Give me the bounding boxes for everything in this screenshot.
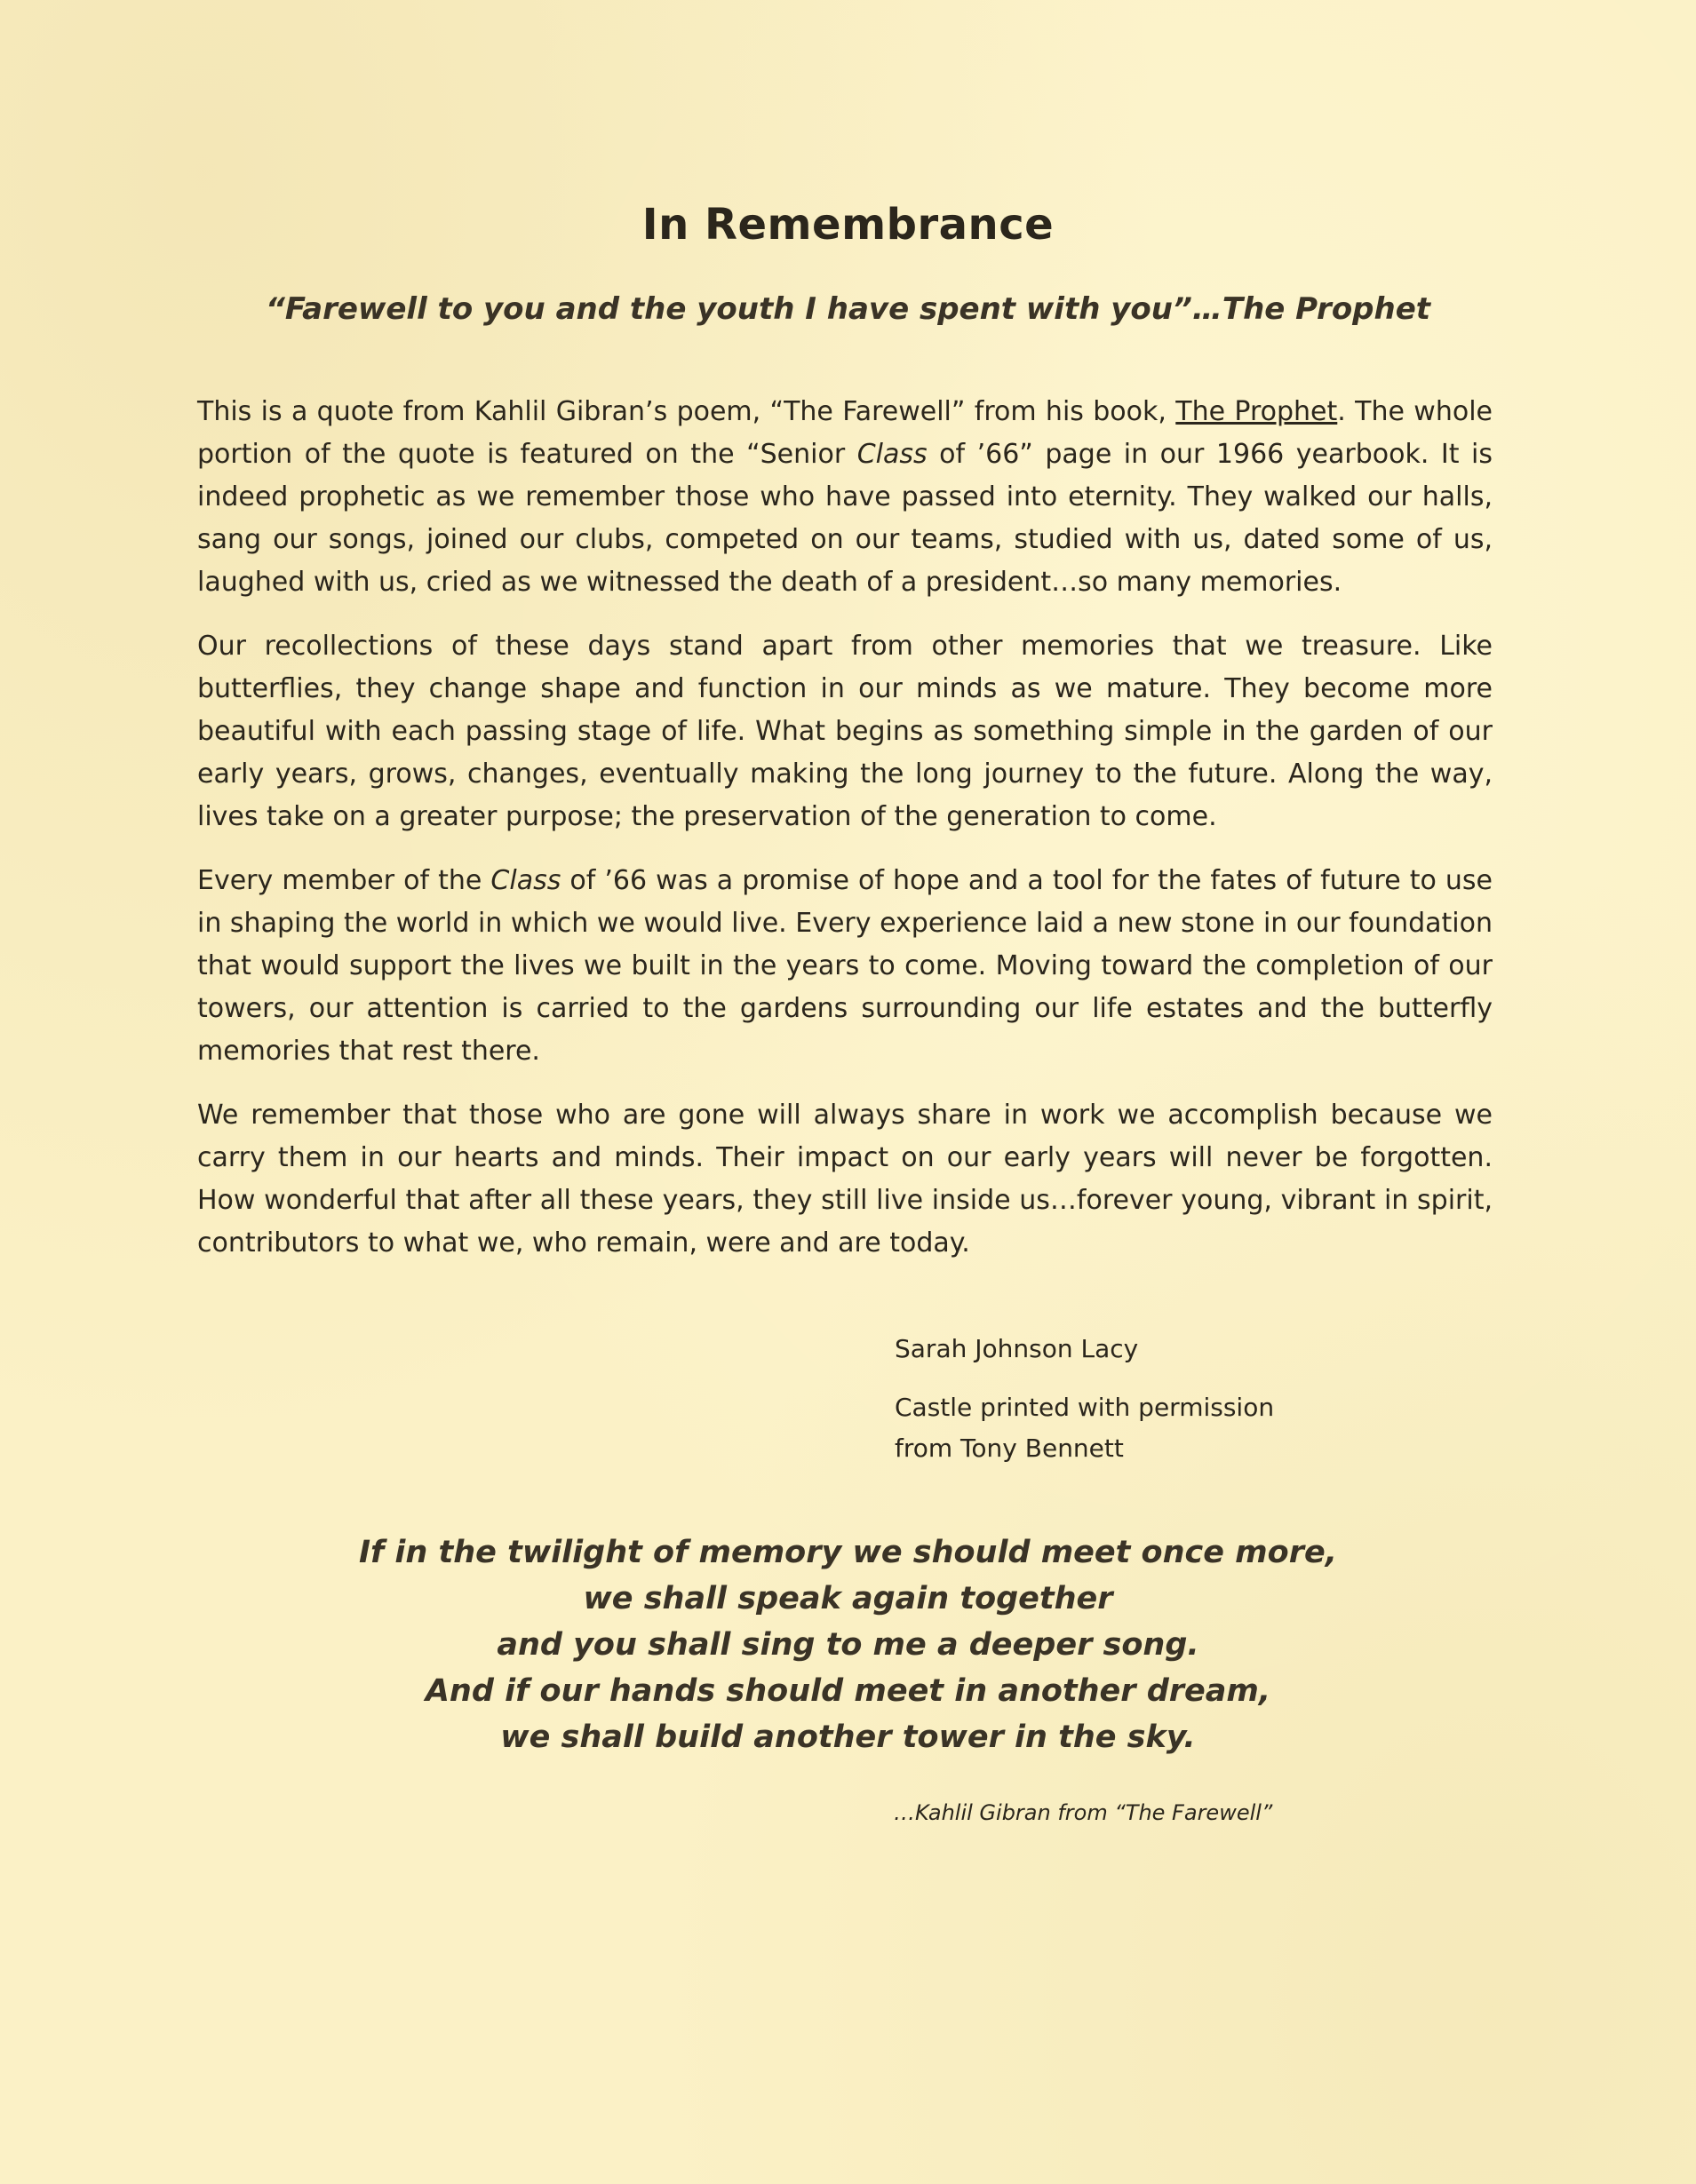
- credits-block: [895, 1329, 1274, 1469]
- body-text: [197, 391, 1493, 1286]
- poem-attribution: …Kahlil Gibran from “The Farewell”: [894, 1800, 1273, 1825]
- permission-line-2: from Tony Bennett: [895, 1433, 1124, 1463]
- poem-line: we shall build another tower in the sky.: [500, 1719, 1196, 1755]
- paragraph-3-text-c: of ’66 was a promise of hope and a tool for the fates of future to use in shaping the world in which we would live. Every experience laid a new stone in our foundation that would support the lives we built in the years to come. Moving toward the completion of our towers, our attention is carried to the gardens surrounding our life estates and the butterfly memories that rest there.: [197, 865, 1493, 1067]
- class-word: Class: [490, 865, 561, 896]
- paragraph-3: [197, 860, 1493, 1073]
- paragraph-1-text-c: . The whole portion of the quote is featured on the “Senior: [197, 396, 1493, 470]
- paragraph-2: Our recollections of these days stand apart from other memories that we treasure. Like butterflies, they change shape and function in our minds as we mature. They become more beautiful with each passing stage of life. What begins as something simple in the garden of our early years, grows, changes, eventually making the long journey to the future. Along the way, lives take on a greater purpose; the preservation of the generation to come.: [197, 631, 1493, 832]
- class-word: Class: [856, 439, 928, 470]
- paragraph-4: We remember that those who are gone will always share in work we accomplish because we carry them in our hearts and minds. Their impact on our early years will never be forgotten. How wonderful that after all these years, they still live inside us…forever young, vibrant in spirit, contributors to what we, who remain, were and are today.: [197, 1100, 1493, 1259]
- paragraph-1-text-e: of ’66” page in our 1966 yearbook. It is indeed prophetic as we remember those who have passed into eternity. They walked our halls, sang our songs, joined our clubs, competed on our teams, studied with us, dated some of us, laughed with us, cried as we witnessed the death of a president…so many memories.: [197, 439, 1493, 598]
- book-title: The Prophet: [1175, 396, 1338, 427]
- poem-line: and you shall sing to me a deeper song.: [497, 1627, 1199, 1663]
- permission-line-1: Castle printed with permission: [895, 1393, 1275, 1422]
- poem-line: If in the twilight of memory we should meet once more,: [359, 1535, 1337, 1570]
- paragraph-3-text-a: Every member of the: [197, 865, 491, 896]
- author-name: Sarah Johnson Lacy: [895, 1334, 1139, 1363]
- epigraph-quote: “Farewell to you and the youth I have spent with you”…The Prophet: [265, 291, 1431, 327]
- paragraph-1: [197, 391, 1493, 604]
- paragraph-1-text-a: This is a quote from Kahlil Gibran’s poem, “The Farewell” from his book,: [197, 396, 1176, 427]
- poem-line: we shall speak again together: [583, 1581, 1113, 1616]
- poem-excerpt: [0, 1529, 1696, 1760]
- poem-line: And if our hands should meet in another dream,: [425, 1673, 1271, 1709]
- page-title: In Remembrance: [641, 200, 1055, 250]
